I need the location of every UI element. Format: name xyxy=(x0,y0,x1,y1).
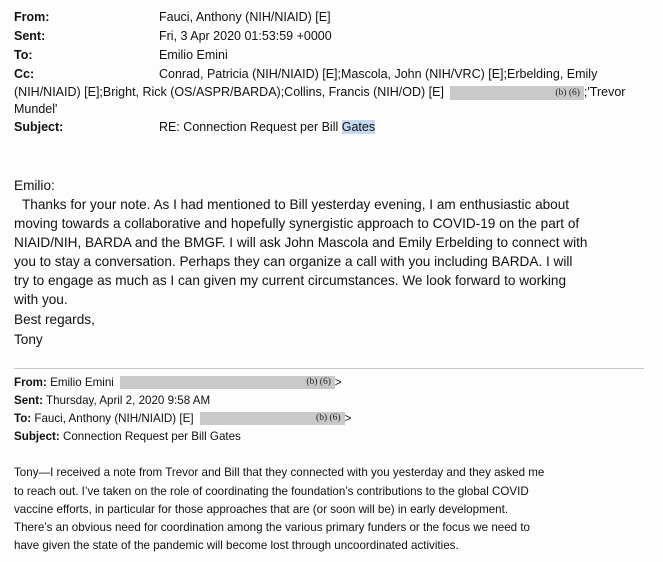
sent-label: Sent: xyxy=(14,29,46,43)
orig-subject-row xyxy=(14,429,241,445)
orig-subject-label: Subject: xyxy=(14,430,60,443)
orig-body-line: There’s an obvious need for coordination among the various primary funders or the focus we need to xyxy=(14,521,531,534)
reply-signature: Tony xyxy=(14,332,43,347)
orig-to-value: Fauci, Anthony (NIH/NIAID) [E] xyxy=(34,412,194,425)
reply-line: you to stay a conversation. Perhaps they can organize a call with you including BARDA. I will xyxy=(14,254,573,269)
orig-subject-value: Connection Request per Bill Gates xyxy=(62,430,241,443)
orig-to-suffix: > xyxy=(344,412,352,425)
from-value: Fauci, Anthony (NIH/NIAID) [E] xyxy=(159,10,331,24)
separator-line xyxy=(14,368,644,369)
orig-from-redaction-code: (b) (6) xyxy=(306,377,331,388)
orig-from-label: From: xyxy=(14,376,47,389)
reply-line: with you. xyxy=(14,292,68,307)
cc-line-2-text: (NIH/NIAID) [E];Bright, Rick (OS/ASPR/BARDA);Collins, Francis (NIH/OD) [E] xyxy=(14,85,444,99)
orig-to-row xyxy=(14,411,351,427)
from-label: From: xyxy=(14,10,50,24)
subject-label: Subject: xyxy=(14,120,64,134)
cc-label: Cc: xyxy=(14,67,35,81)
orig-from-row xyxy=(14,375,342,391)
to-value: Emilio Emini xyxy=(159,48,228,62)
orig-body-line: have given the state of the pandemic will become lost through uncoordinated activities. xyxy=(14,539,459,552)
cc-line-1: Conrad, Patricia (NIH/NIAID) [E];Mascola, John (NIH/VRC) [E];Erbelding, Emily xyxy=(159,67,598,81)
orig-sent-value: Thursday, April 2, 2020 9:58 AM xyxy=(46,394,211,407)
cc-line-2-suffix: ;'Trevor xyxy=(583,85,626,99)
sent-value: Fri, 3 Apr 2020 01:53:59 +0000 xyxy=(159,29,332,43)
orig-to-redaction-code: (b) (6) xyxy=(316,413,341,424)
subject-text: RE: Connection Request per Bill xyxy=(159,120,342,134)
orig-body-line: to reach out. I’ve taken on the role of coordinating the foundation’s contributions to the global COVID xyxy=(14,485,529,498)
orig-sent-label: Sent: xyxy=(14,394,43,407)
reply-line: try to engage as much as I can given my current circumstances. We look forward to working xyxy=(14,273,567,288)
orig-body-line: Tony—I received a note from Trevor and Bill that they connected with you yesterday and they asked me xyxy=(14,466,545,479)
reply-line: Thanks for your note. As I had mentioned to Bill yesterday evening, I am enthusiastic about xyxy=(22,197,570,212)
orig-body-line: vaccine efforts, in particular for those approaches that are (or soon will be) in early development. xyxy=(14,503,509,516)
orig-from-suffix: > xyxy=(334,376,342,389)
subject-highlight: Gates xyxy=(341,120,376,134)
reply-line: moving towards a collaborative and hopefully synergistic approach to COVID-19 on the part of xyxy=(14,216,580,231)
orig-from-value: Emilio Emini xyxy=(50,376,114,389)
orig-to-redaction xyxy=(200,412,345,425)
cc-line-2 xyxy=(14,84,625,101)
subject-value xyxy=(159,119,375,136)
reply-closing: Best regards, xyxy=(14,312,95,327)
reply-line: NIAID/NIH, BARDA and the BMGF. I will ask John Mascola and Emily Erbelding to connect with xyxy=(14,235,588,250)
to-label: To: xyxy=(14,48,33,62)
orig-sent-row xyxy=(14,393,210,409)
orig-from-redaction xyxy=(120,376,335,389)
cc-redaction xyxy=(450,86,584,100)
cc-line-3: Mundel' xyxy=(14,102,58,116)
reply-greeting: Emilio: xyxy=(14,178,55,193)
orig-to-label: To: xyxy=(14,412,32,425)
cc-redaction-code: (b) (6) xyxy=(555,87,580,98)
